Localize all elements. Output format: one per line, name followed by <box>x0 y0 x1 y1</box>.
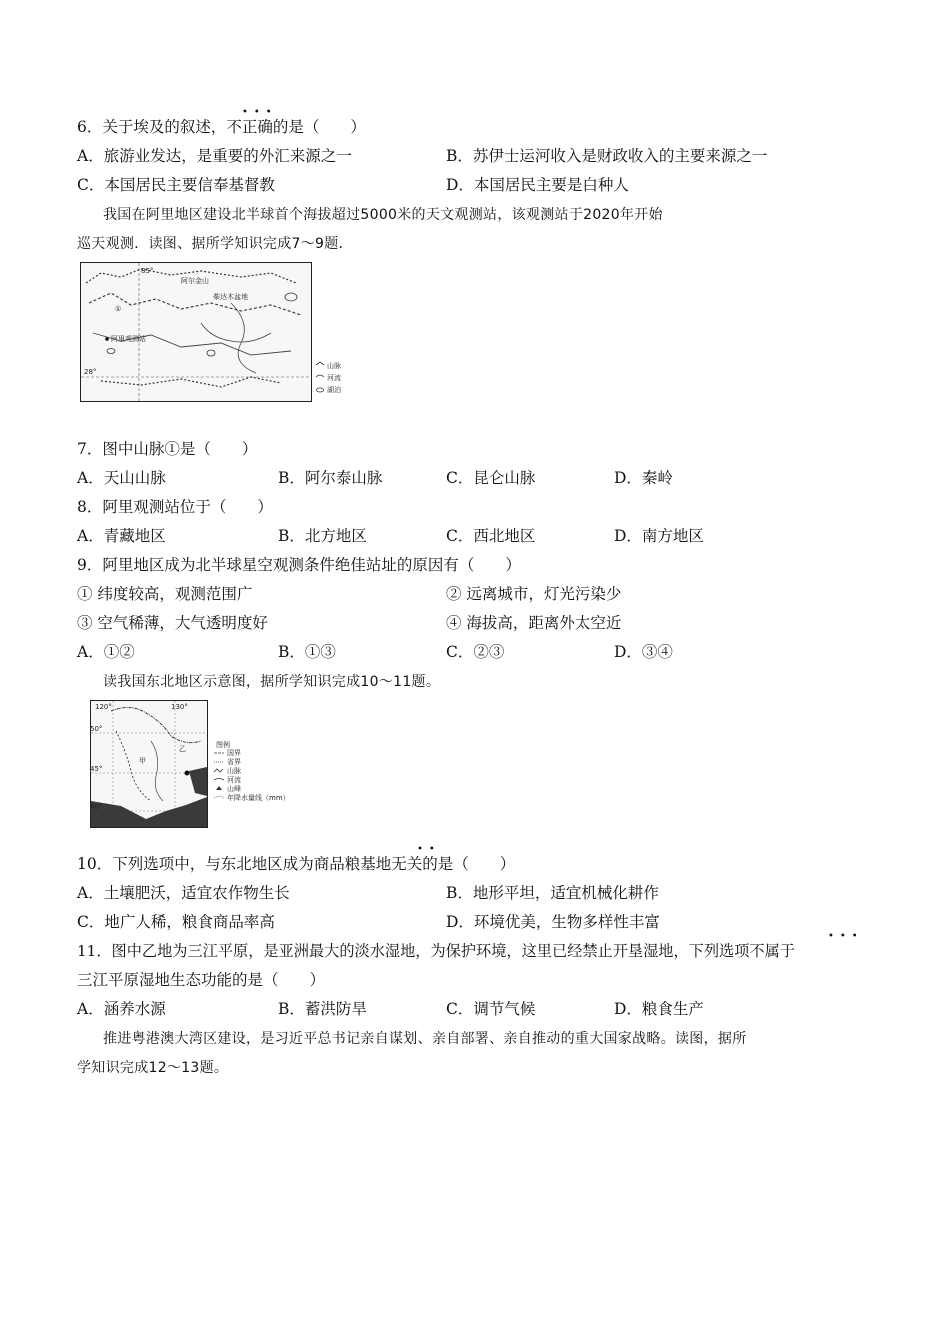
q9-statement-4: ④ 海拔高，距离外太空近 <box>446 614 622 632</box>
map2-marker-yi: 乙 <box>179 745 186 753</box>
q10-option-d: D．环境优美，生物多样性丰富 <box>446 913 660 931</box>
map2-lon-label: 130° <box>171 703 188 711</box>
map1-marker-1: ① <box>115 305 122 313</box>
map1-lon-label: 85° <box>141 267 154 275</box>
q11-stem-line2: 三江平原湿地生态功能的是（ ） <box>77 971 326 989</box>
map2-legend <box>212 740 290 802</box>
q9-statement-1: ① 纬度较高，观测范围广 <box>77 585 253 603</box>
q8-option-b: B．北方地区 <box>278 527 367 545</box>
q6-option-a: A．旅游业发达，是重要的外汇来源之一 <box>77 147 352 165</box>
map1-legend <box>314 360 364 400</box>
map1-basin-label: 柴达木盆地 <box>213 293 248 301</box>
map1-lat-label: 28° <box>84 368 97 376</box>
emphasis-dots: ••• <box>242 107 278 118</box>
q7-option-d: D．秦岭 <box>614 469 673 487</box>
q9-option-c: C．②③ <box>446 643 505 661</box>
q8-option-c: C．西北地区 <box>446 527 536 545</box>
q7-option-c: C．昆仑山脉 <box>446 469 536 487</box>
q9-stem: 9．阿里地区成为北半球星空观测条件绝佳站址的原因有（ ） <box>77 556 521 574</box>
map2-legend-item: 河流 <box>227 776 241 784</box>
emphasis-dots: •• <box>417 844 441 855</box>
map2-legend-item: 山脉 <box>227 767 241 775</box>
map1-range-label: 阿尔金山 <box>181 277 209 285</box>
intro-10-11-line1: 读我国东北地区示意图，据所学知识完成10～11题。 <box>103 674 441 690</box>
map1-station-label: 阿里观测站 <box>111 335 146 343</box>
intro-12-13-line2: 学知识完成12～13题。 <box>77 1060 229 1076</box>
map2-marker-jia: 甲 <box>139 757 146 765</box>
q8-option-a: A．青藏地区 <box>77 527 166 545</box>
q9-option-b: B．①③ <box>278 643 336 661</box>
q11-option-b: B．蓄洪防旱 <box>278 1000 367 1018</box>
map2-legend-item: 国界 <box>227 749 241 757</box>
q9-option-a: A．①② <box>77 643 135 661</box>
map2-lon-label: 120° <box>95 703 112 711</box>
map2-legend-title: 图例 <box>216 741 230 749</box>
map1-legend-item: 湖泊 <box>327 386 341 394</box>
intro-12-13-line1: 推进粤港澳大湾区建设，是习近平总书记亲自谋划、亲自部署、亲自推动的重大国家战略。读图，据所 <box>103 1031 747 1047</box>
q6-option-b: B．苏伊士运河收入是财政收入的主要来源之一 <box>446 147 768 165</box>
map2-lat-label: 50° <box>90 725 103 733</box>
map2-legend-item: 山峰 <box>227 785 241 793</box>
northeast-china-map <box>90 700 208 828</box>
map2-legend-item: 省界 <box>227 758 241 766</box>
map2-lat-label: 40° <box>90 803 103 811</box>
q7-option-a: A．天山山脉 <box>77 469 166 487</box>
q7-stem: 7．图中山脉①是（ ） <box>77 440 258 458</box>
q9-statement-3: ③ 空气稀薄，大气透明度好 <box>77 614 268 632</box>
q11-option-c: C．调节气候 <box>446 1000 536 1018</box>
q8-option-d: D．南方地区 <box>614 527 704 545</box>
q11-stem-line1: 11．图中乙地为三江平原，是亚洲最大的淡水湿地，为保护环境，这里已经禁止开垦湿地，下列选项不属于 <box>77 942 795 960</box>
q10-option-b: B．地形平坦，适宜机械化耕作 <box>446 884 659 902</box>
q7-option-b: B．阿尔泰山脉 <box>278 469 383 487</box>
q9-statement-2: ② 远离城市，灯光污染少 <box>446 585 622 603</box>
q11-option-d: D．粮食生产 <box>614 1000 704 1018</box>
intro-7-9-line2: 巡天观测．读图、据所学知识完成7～9题． <box>77 236 353 252</box>
q10-option-c: C．地广人稀，粮食商品率高 <box>77 913 275 931</box>
q8-stem: 8．阿里观测站位于（ ） <box>77 498 273 516</box>
q6-stem: 6．关于埃及的叙述，不正确的是（ ） <box>77 118 366 136</box>
map2-legend-item: 年降水量线（mm） <box>227 794 290 802</box>
q10-stem: 10．下列选项中，与东北地区成为商品粮基地无关的是（ ） <box>77 855 516 873</box>
map2-lat-label: 45° <box>90 765 103 773</box>
map1-legend-item: 山脉 <box>327 362 341 370</box>
q9-option-d: D．③④ <box>614 643 673 661</box>
q10-option-a: A．土壤肥沃，适宜农作物生长 <box>77 884 290 902</box>
emphasis-dots: ••• <box>828 931 864 942</box>
q11-option-a: A．涵养水源 <box>77 1000 166 1018</box>
ali-region-map <box>80 262 312 402</box>
q6-option-d: D．本国居民主要是白种人 <box>446 176 629 194</box>
map1-legend-item: 河流 <box>327 374 341 382</box>
intro-7-9-line1: 我国在阿里地区建设北半球首个海拔超过5000米的天文观测站，该观测站于2020年开始 <box>103 207 663 223</box>
q6-option-c: C．本国居民主要信奉基督教 <box>77 176 275 194</box>
